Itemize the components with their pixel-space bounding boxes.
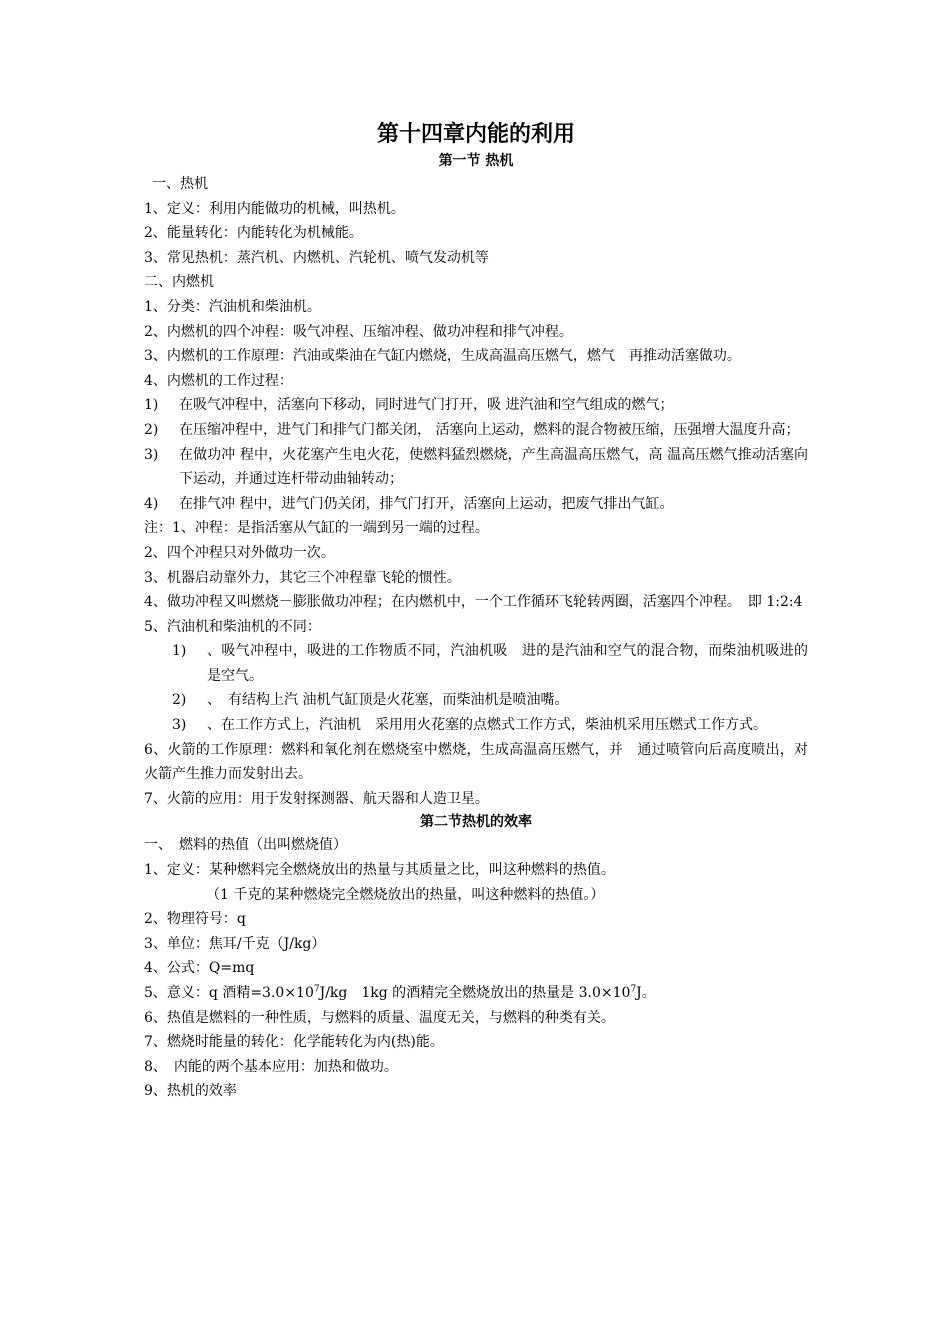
part-heading: 一、 燃料的热值（出叫燃烧值） — [144, 837, 347, 854]
difference-number: 1) — [172, 643, 187, 660]
step-text: 在做功冲 程中，火花塞产生电火花，使燃料猛烈燃烧，产生高温高压燃气，高 温高压燃气推动活塞向下运动，并通过连杆带动曲轴转动； — [179, 446, 808, 488]
step-number: 1) — [144, 397, 159, 414]
text-line: 8、 内能的两个基本应用：加热和做功。 — [144, 1058, 398, 1075]
document-page — [144, 120, 808, 1104]
step-text: 在排气冲 程中，进气门仍关闭，排气门打开，活塞向上运动，把废气排出气缸。 — [179, 495, 674, 512]
step-number: 3) — [144, 446, 159, 463]
step-text: 在压缩冲程中，进气门和排气门都关闭， 活塞向上运动，燃料的混合物被压缩，压强增大温度升高； — [179, 421, 800, 438]
difference-text: 、吸气冲程中，吸进的工作物质不同，汽油机吸 进的是汽油和空气的混合物，而柴油机吸进的是空气。 — [207, 643, 808, 684]
process-step — [144, 393, 808, 418]
step-number: 4) — [144, 495, 159, 512]
text-line: 3、常见热机：蒸汽机、内燃机、汽轮机、喷气发动机等 — [144, 249, 489, 266]
text-line: 7、燃烧时能量的转化：化学能转化为内(热)能。 — [144, 1034, 444, 1051]
note-line: 5、汽油机和柴油机的不同： — [144, 618, 321, 635]
section-1-title: 第一节 热机 — [438, 153, 514, 169]
meaning-line — [144, 981, 808, 1006]
note-line: 4、做功冲程又叫燃烧－膨胀做功冲程；在内燃机中，一个工作循环飞轮转两圈，活塞四个冲程。 即 1:2:4 — [144, 594, 803, 611]
difference-number: 2) — [172, 692, 187, 709]
part-1-heading: 一、热机 — [152, 176, 208, 192]
difference-text: 、 有结构上汽 油机气缸顶是火花塞，而柴油机是喷油嘴。 — [207, 692, 569, 709]
text-line: 7、火箭的应用：用于发射探测器、航天器和人造卫星。 — [144, 790, 489, 807]
text-line: 2、物理符号：q — [144, 911, 246, 928]
text-line: 2、能量转化：内能转化为机械能。 — [144, 225, 363, 242]
part-2-heading: 二、内燃机 — [144, 274, 214, 291]
chapter-title: 第十四章内能的利用 — [376, 122, 575, 147]
exponent: 7 — [313, 984, 320, 995]
text-line: 3、单位：焦耳/千克（J/kg） — [144, 935, 326, 952]
text-line: 6、热值是燃料的一种性质，与燃料的质量、温度无关，与燃料的种类有关。 — [144, 1009, 615, 1026]
text-line: 1、分类：汽油机和柴油机。 — [144, 298, 321, 315]
text-line: 4、内燃机的工作过程： — [144, 372, 293, 389]
meaning-suffix: J。 — [636, 985, 656, 1001]
meaning-prefix: 5、意义：q 酒精=3.0×10 — [144, 985, 314, 1001]
text-line: 2、内燃机的四个冲程：吸气冲程、压缩冲程、做功冲程和排气冲程。 — [144, 323, 573, 340]
note-line: 2、四个冲程只对外做功一次。 — [144, 544, 335, 561]
text-line: 6、火箭的工作原理：燃料和氧化剂在燃烧室中燃烧，生成高温高压燃气，并 通过喷管向后高度喷出，对火箭产生推力而发射出去。 — [144, 741, 808, 783]
text-line: 1、定义：利用内能做功的机械，叫热机。 — [144, 200, 405, 217]
text-line: 4、公式：Q=mq — [144, 960, 255, 977]
difference-item — [144, 713, 808, 738]
definition-line: 1、定义：某种燃料完全燃烧放出的热量与其质量之比，叫这种燃料的热值。 — [144, 862, 615, 879]
exponent: 7 — [630, 984, 637, 995]
difference-number: 3) — [172, 717, 187, 734]
process-step — [144, 443, 808, 492]
difference-item — [144, 688, 808, 713]
note-line: 3、机器启动靠外力，其它三个冲程靠飞轮的惯性。 — [144, 569, 461, 586]
text-line: 9、热机的效率 — [144, 1083, 237, 1100]
note-line: 注：1、冲程：是指活塞从气缸的一端到另一端的过程。 — [144, 520, 489, 537]
step-number: 2) — [144, 421, 159, 438]
definition-note: （1 千克的某种燃烧完全燃烧放出的热量，叫这种燃料的热值。） — [206, 886, 605, 903]
process-step — [144, 492, 808, 517]
text-line: 3、内燃机的工作原理：汽油或柴油在气缸内燃烧，生成高温高压燃气，燃气 再推动活塞做功。 — [144, 348, 741, 365]
section-2-title: 第二节热机的效率 — [420, 814, 532, 831]
process-step — [144, 418, 808, 443]
difference-text: 、在工作方式上，汽油机 采用用火花塞的点燃式工作方式，柴油机采用压燃式工作方式。 — [207, 717, 767, 734]
difference-item — [144, 639, 808, 688]
step-text: 在吸气冲程中，活塞向下移动，同时进气门打开，吸 进汽油和空气组成的燃气； — [179, 397, 674, 414]
meaning-middle: J/kg 1kg 的酒精完全燃烧放出的热量是 3.0×10 — [319, 985, 631, 1001]
